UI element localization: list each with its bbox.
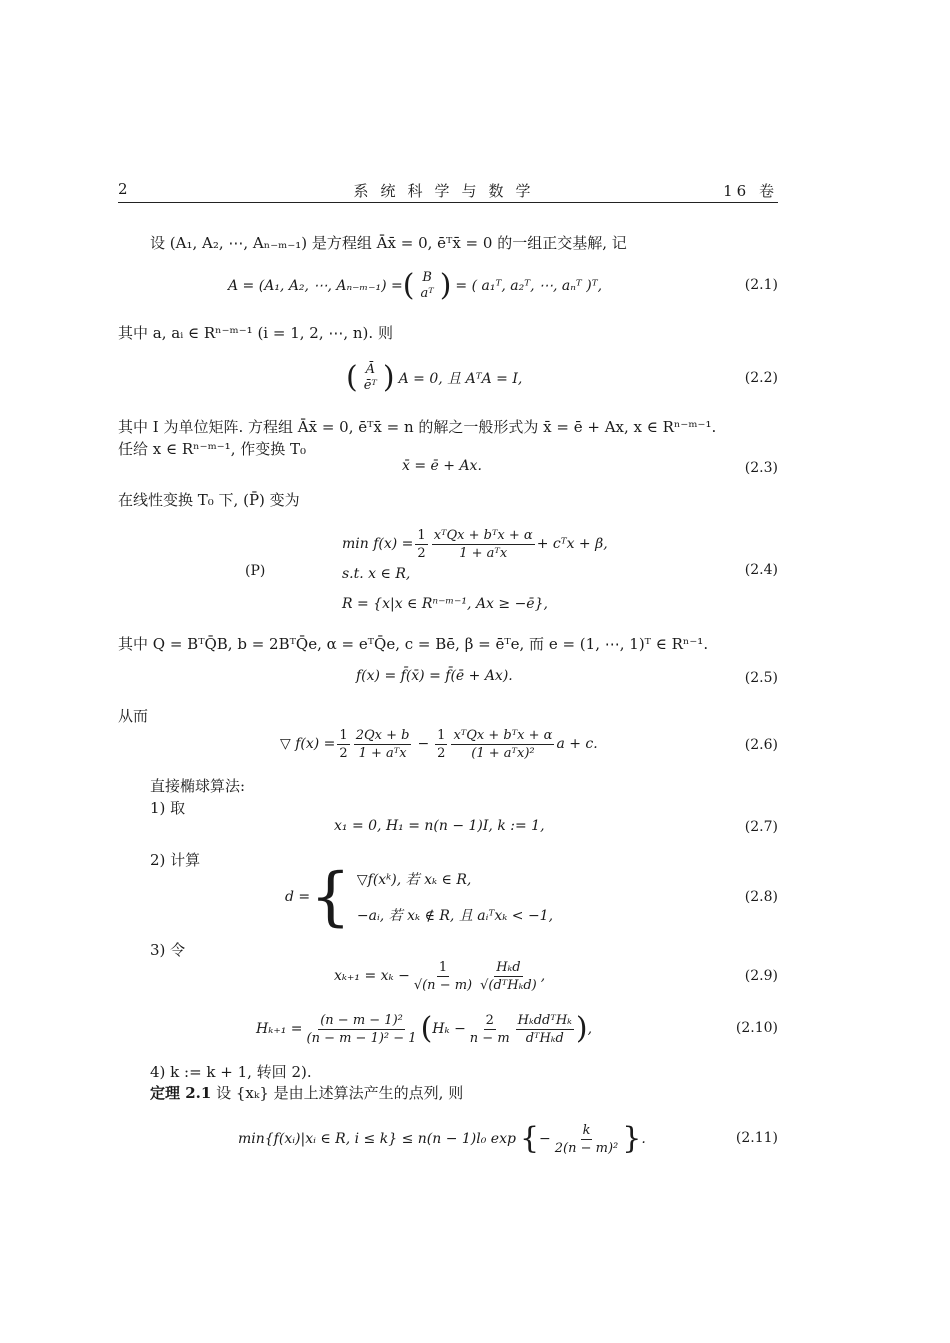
eq-number-2-5: (2.5) <box>744 670 778 686</box>
eq210-lhs: Hₖ₊₁ = <box>256 1021 303 1037</box>
eq-number-2-6: (2.6) <box>744 737 778 753</box>
theorem-label: 定理 2.1 <box>150 1084 212 1102</box>
equation-2-8: d = { ▽f(xᵏ), 若 xₖ ∈ R, −aᵢ, 若 xₖ ∉ R, 且 aᵢᵀxₖ < −1, <box>285 860 554 934</box>
eq-number-2-11: (2.11) <box>735 1130 778 1146</box>
eq22-bot: ēᵀ <box>363 378 377 393</box>
eq28-case-2: −aᵢ, 若 xₖ ∉ R, 且 aᵢᵀxₖ < −1, <box>356 908 554 924</box>
algorithm-step-1: 1) 取 <box>150 799 186 817</box>
equation-2-5: f(x) = f̄(x̄) = f̄(ē + Ax). <box>356 668 513 684</box>
eq28-lhs: d = <box>285 889 311 905</box>
page-number: 2 <box>118 180 128 198</box>
equation-2-11: min{f(xᵢ)|xᵢ ∈ R, i ≤ k} ≤ n(n − 1)l₀ exp { − $\frac{k}{\text{2(n − m)²}}$ } . <box>238 1121 646 1156</box>
eq21-vector <box>420 270 433 302</box>
eq-number-2-4: (2.4) <box>744 562 778 578</box>
eq-number-2-2: (2.2) <box>744 370 778 386</box>
paragraph-6: 其中 Q = BᵀQ̄B, b = 2BᵀQ̄e, α = eᵀQ̄e, c = Bē, β = ēᵀe, 而 e = (1, ⋯, 1)ᵀ ∈ Rⁿ⁻¹. <box>118 635 709 653</box>
eq-number-2-3: (2.3) <box>744 460 778 476</box>
problem-label: (P) <box>245 563 266 579</box>
theorem-text: 设 {xₖ} 是由上述算法产生的点列, 则 <box>216 1084 464 1102</box>
algorithm-step-3: 3) 令 <box>150 941 186 959</box>
eq21-bot: aᵀ <box>420 286 434 301</box>
eq21-top: B <box>422 270 432 285</box>
eq-number-2-9: (2.9) <box>744 968 778 984</box>
paragraph-3: 其中 I 为单位矩阵. 方程组 Āx̄ = 0, ēᵀx̄ = n 的解之一般形式为 x̄ = ē + Ax, x ∈ Rⁿ⁻ᵐ⁻¹. <box>118 418 717 436</box>
equation-2-6: ▽ f(x) = $\frac{1}{2}$ $\frac{2Qx + b}{\text{1 + aᵀx}}$ − $\frac{1}{2}$ $\frac{\text{xᵀQx + bᵀx + α}}{\text{(1 + aᵀx)²}}$ a + c. <box>280 727 598 761</box>
equation-2-4-line2: s.t. x ∈ R, <box>342 566 411 582</box>
eq24-min: min f(x) = <box>342 536 414 552</box>
paragraph-2: 其中 a, aᵢ ∈ Rⁿ⁻ᵐ⁻¹ (i = 1, 2, ⋯, n). 则 <box>118 324 393 342</box>
volume-label: 16 卷 <box>723 182 778 200</box>
equation-2-2: ( Ā ēᵀ ) A = 0, 且 AᵀA = I, <box>346 360 523 395</box>
eq211-lhs: min{f(xᵢ)|xᵢ ∈ R, i ≤ k} ≤ n(n − 1)l₀ exp <box>238 1131 516 1147</box>
paragraph-7: 从而 <box>118 707 149 725</box>
algorithm-step-2: 2) 计算 <box>150 851 201 869</box>
eq28-cases <box>357 869 553 925</box>
paragraph-5: 在线性变换 T₀ 下, (P̄) 变为 <box>118 491 300 509</box>
eq-number-2-1: (2.1) <box>744 277 778 293</box>
eq24-fraction: $\frac{\text{xᵀQx + bᵀx + α}}{\text{1 + aᵀx}}$ <box>433 527 533 561</box>
paragraph-4: 任给 x ∈ Rⁿ⁻ᵐ⁻¹, 作变换 T₀ <box>118 440 307 458</box>
paragraph-1: 设 (A₁, A₂, ⋯, Aₙ₋ₘ₋₁) 是方程组 Āx̄ = 0, ēᵀx̄ = 0 的一组正交基解, 记 <box>150 234 627 252</box>
eq22-top: Ā <box>365 362 375 377</box>
algorithm-title: 直接椭球算法: <box>150 777 246 795</box>
eq-number-2-10: (2.10) <box>735 1020 778 1036</box>
eq-number-2-7: (2.7) <box>744 819 778 835</box>
equation-2-7: x₁ = 0, H₁ = n(n − 1)I, k := 1, <box>334 818 545 834</box>
eq24-half: $\frac{1}{2}$ <box>417 527 426 561</box>
equation-2-4-line3: R = {x|x ∈ Rⁿ⁻ᵐ⁻¹, Ax ≥ −ē}, <box>342 596 548 612</box>
theorem-statement <box>150 1083 463 1103</box>
equation-2-10: Hₖ₊₁ = $\frac{\text{(n − m − 1)²}}{\text{(n − m − 1)² − 1}}$ ( Hₖ − $\frac{2}{n - m}$ $\frac{\text{HₖddᵀHₖ}}{\text{dᵀHₖd}}$ ) , <box>256 1011 593 1046</box>
eq22-vector <box>364 362 377 394</box>
eq22-rhs: A = 0, 且 AᵀA = I, <box>398 371 523 387</box>
algorithm-step-4: 4) k := k + 1, 转回 2). <box>150 1063 312 1081</box>
eq24-tail: + cᵀx + β, <box>536 536 608 552</box>
eq-number-2-8: (2.8) <box>744 889 778 905</box>
eq28-case-1: ▽f(xᵏ), 若 xₖ ∈ R, <box>356 872 472 888</box>
eq21-rhs: = ( a₁ᵀ, a₂ᵀ, ⋯, aₙᵀ )ᵀ, <box>455 278 603 294</box>
eq21-lhs: A = (A₁, A₂, ⋯, Aₙ₋ₘ₋₁) = <box>228 278 403 294</box>
equation-2-1: A = (A₁, A₂, ⋯, Aₙ₋ₘ₋₁) = ( B aᵀ ) = ( a₁ᵀ, a₂ᵀ, ⋯, aₙᵀ )ᵀ, <box>228 268 603 303</box>
equation-2-9: xₖ₊₁ = xₖ − $\frac{1}{√(n - m)}$ $\frac{\text{Hₖd}}{\text{√(dᵀHₖd)}}$ , <box>334 959 546 993</box>
equation-2-3: x̄ = ē + Ax. <box>402 458 482 474</box>
eq26-gradient: ▽ f(x) = <box>280 736 336 752</box>
equation-2-4-line1 <box>342 524 608 564</box>
journal-title: 系统科学与数学 <box>353 182 543 200</box>
running-header <box>118 180 778 203</box>
eq29-lhs: xₖ₊₁ = xₖ − <box>334 968 410 984</box>
